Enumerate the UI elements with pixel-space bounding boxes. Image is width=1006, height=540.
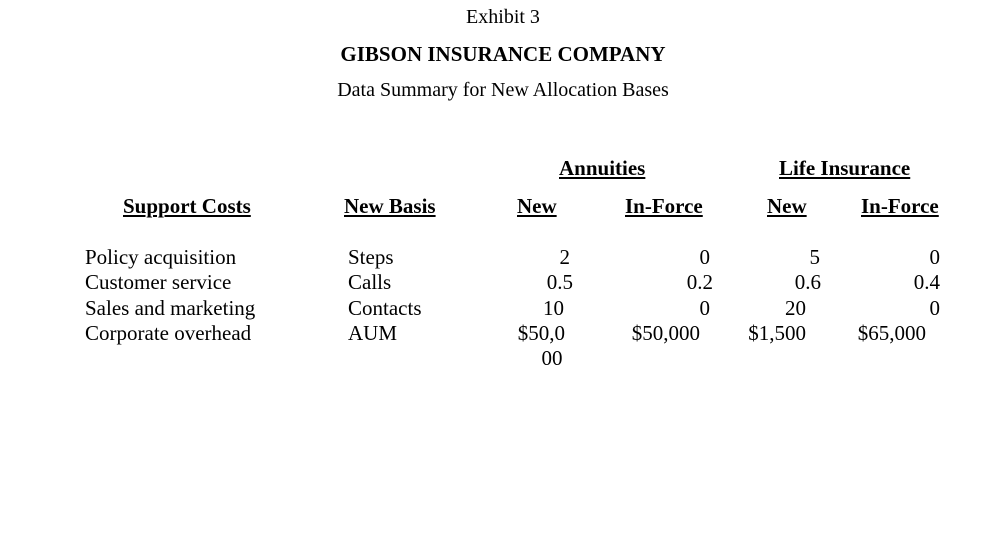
table-cell-annuities-in-force: 0 bbox=[699, 245, 710, 269]
table-row-cost: Policy acquisition bbox=[85, 245, 237, 269]
table-cell-life-in-force: 0 bbox=[929, 245, 940, 269]
table-cell-annuities-new: $50,0 bbox=[517, 321, 565, 345]
table-cell-annuities-new: 2 bbox=[559, 245, 570, 269]
table-cell-life-new: 20 bbox=[785, 296, 806, 320]
company-title: GIBSON INSURANCE COMPANY bbox=[340, 42, 666, 66]
column-header-life-new: New bbox=[767, 194, 807, 218]
column-header-support-costs: Support Costs bbox=[123, 194, 251, 218]
table-cell-annuities-in-force: 0.2 bbox=[686, 270, 713, 294]
group-header-annuities: Annuities bbox=[559, 156, 646, 180]
table-cell-life-new: 5 bbox=[809, 245, 820, 269]
table-cell-life-new: 0.6 bbox=[794, 270, 821, 294]
table-row-basis: Calls bbox=[348, 270, 392, 294]
table-cell-annuities-new: 10 bbox=[543, 296, 564, 320]
table-row-basis: Steps bbox=[348, 245, 394, 269]
table-cell-annuities-in-force: 0 bbox=[699, 296, 710, 320]
table-row-cost: Sales and marketing bbox=[85, 296, 256, 320]
table-cell-life-in-force: 0.4 bbox=[913, 270, 940, 294]
table-row-cost: Customer service bbox=[85, 270, 232, 294]
table-cell-life-in-force: 0 bbox=[929, 296, 940, 320]
group-header-life-insurance: Life Insurance bbox=[779, 156, 911, 180]
column-header-new-basis: New Basis bbox=[344, 194, 436, 218]
table-cell-life-new: $1,500 bbox=[748, 321, 806, 345]
column-header-annuities-in-force: In-Force bbox=[625, 194, 703, 218]
column-header-annuities-new: New bbox=[517, 194, 557, 218]
column-header-life-in-force: In-Force bbox=[861, 194, 939, 218]
page-subtitle: Data Summary for New Allocation Bases bbox=[337, 79, 669, 101]
table-cell-annuities-new: 0.5 bbox=[546, 270, 573, 294]
exhibit-label: Exhibit 3 bbox=[466, 6, 540, 28]
table-cell-life-in-force: $65,000 bbox=[857, 321, 926, 345]
table-row-basis: Contacts bbox=[348, 296, 422, 320]
table-cell-annuities-in-force: $50,000 bbox=[631, 321, 700, 345]
table-row-basis: AUM bbox=[348, 321, 398, 345]
table-row-cost: Corporate overhead bbox=[85, 321, 252, 345]
table-cell-annuities-new-wrap: 00 bbox=[541, 346, 563, 370]
